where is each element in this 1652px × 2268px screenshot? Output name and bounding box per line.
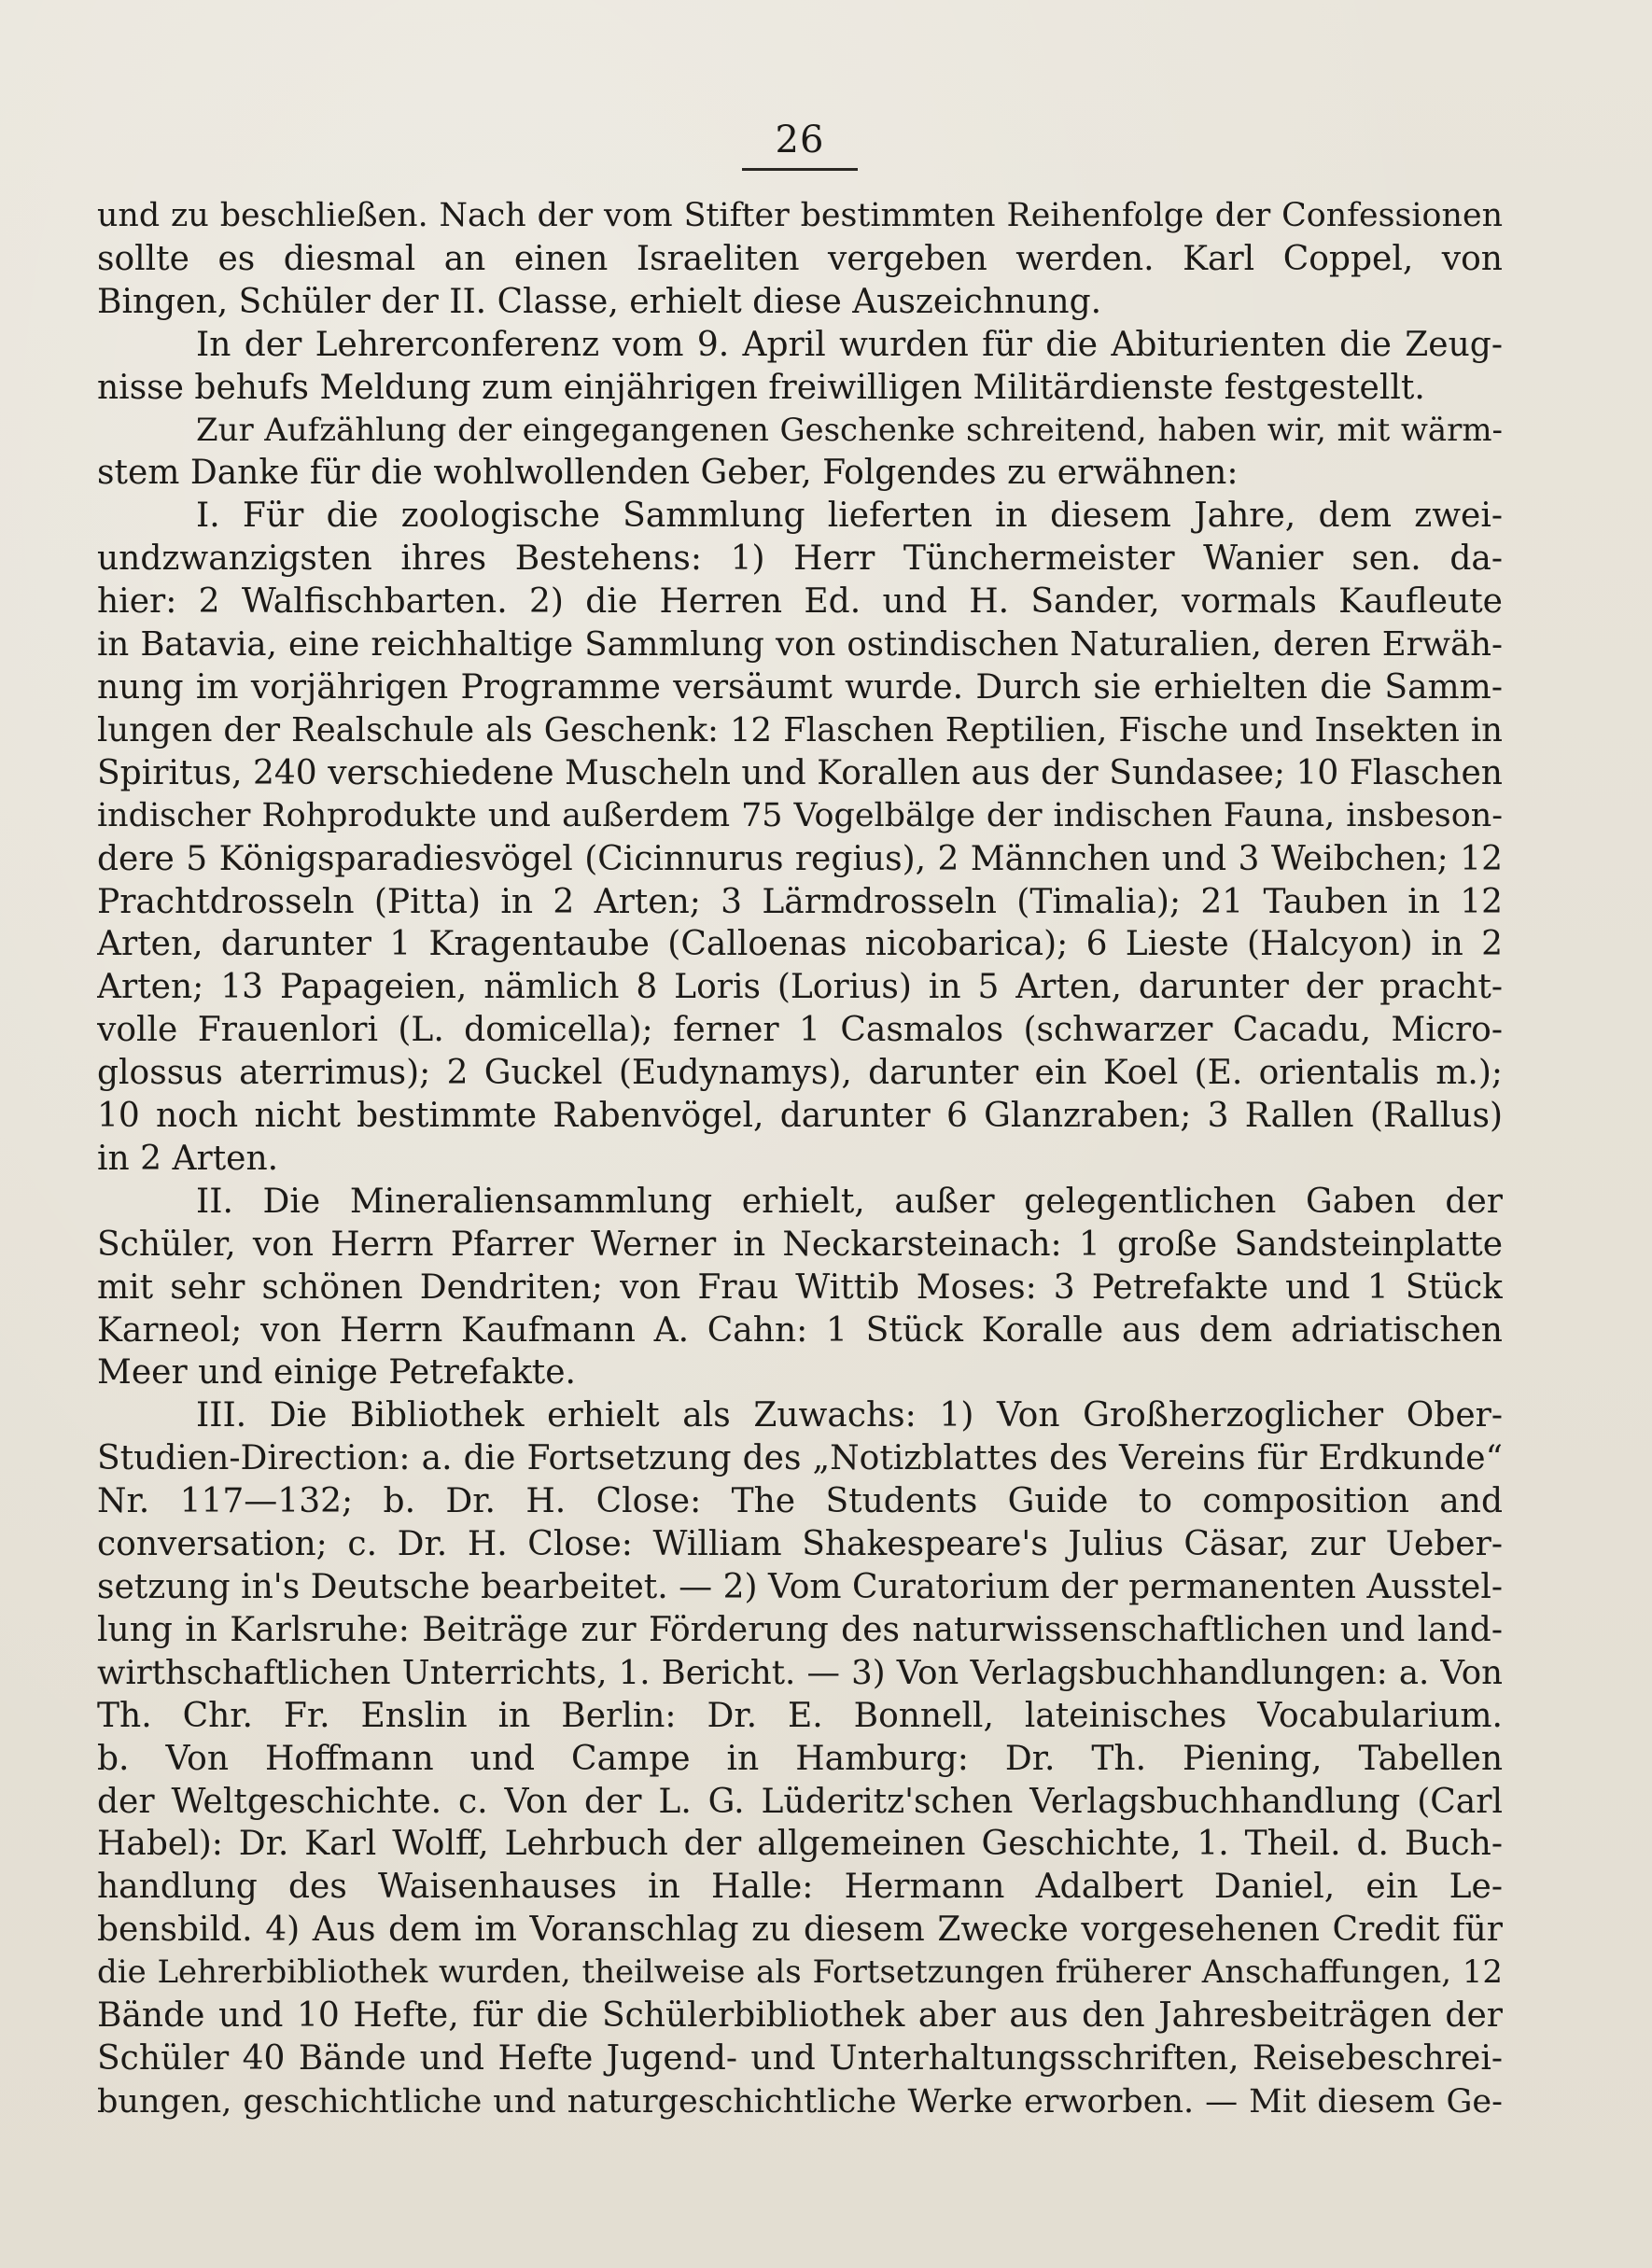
text-line: I. Für die zoologische Sammlung lieferten in diesem Jahre, dem zwei- xyxy=(196,497,1503,536)
text-line: Arten; 13 Papageien, nämlich 8 Loris (Lorius) in 5 Arten, darunter der pracht- xyxy=(97,968,1503,1007)
text-line: lung in Karlsruhe: Beiträge zur Förderung des naturwissenschaftlichen und land- xyxy=(97,1610,1503,1649)
text-line: II. Die Mineraliensammlung erhielt, außer gelegentlichen Gaben der xyxy=(196,1182,1503,1221)
text-line: nung im vorjährigen Programme versäumt wurde. Durch sie erhielten die Samm- xyxy=(97,667,1503,707)
header-rule xyxy=(742,168,858,171)
body-text xyxy=(97,195,1503,2123)
text-line: conversation; c. Dr. H. Close: William Shakespeare's Julius Cäsar, zur Ueber- xyxy=(97,1525,1503,1564)
text-line: volle Frauenlori (L. domicella); ferner 1 Casmalos (schwarzer Cacadu, Micro- xyxy=(97,1011,1503,1050)
text-line: mit sehr schönen Dendriten; von Frau Wittib Moses: 3 Petrefakte und 1 Stück xyxy=(97,1267,1503,1307)
text-line: Spiritus, 240 verschiedene Muscheln und Korallen aus der Sundasee; 10 Flaschen xyxy=(97,753,1503,792)
text-line: sollte es diesmal an einen Israeliten vergeben werden. Karl Coppel, von xyxy=(97,239,1503,278)
text-line: In der Lehrerconferenz vom 9. April wurden für die Abiturienten die Zeug- xyxy=(196,325,1503,364)
text-line: lungen der Realschule als Geschenk: 12 Flaschen Reptilien, Fische und Insekten in xyxy=(97,710,1503,749)
text-line: Schüler, von Herrn Pfarrer Werner in Neckarsteinach: 1 große Sandsteinplatte xyxy=(97,1225,1503,1264)
text-line: b. Von Hoffmann und Campe in Hamburg: Dr. Th. Piening, Tabellen xyxy=(97,1739,1503,1778)
text-line: Karneol; von Herrn Kaufmann A. Cahn: 1 Stück Koralle aus dem adriatischen xyxy=(97,1310,1503,1350)
text-line: Bände und 10 Hefte, für die Schülerbibliothek aber aus den Jahresbeiträgen der xyxy=(97,1996,1503,2036)
text-line: Studien-Direction: a. die Fortsetzung des „Notizblattes des Vereins für Erdkunde“ xyxy=(97,1439,1503,1478)
text-line: Arten, darunter 1 Kragentaube (Calloenas nicobarica); 6 Lieste (Halcyon) in 2 xyxy=(97,925,1503,964)
text-line: indischer Rohprodukte und außerdem 75 Vogelbälge der indischen Fauna, insbeson- xyxy=(97,796,1503,834)
text-line: Meer und einige Petrefakte. xyxy=(97,1353,576,1393)
text-line: die Lehrerbibliothek wurden, theilweise als Fortsetzungen früherer Anschaffungen, 12 xyxy=(97,1953,1503,1992)
text-line: setzung in's Deutsche bearbeitet. — 2) Vom Curatorium der permanenten Ausstel- xyxy=(97,1568,1503,1606)
text-line: und zu beschließen. Nach der vom Stifter bestimmten Reihenfolge der Confessionen xyxy=(97,197,1503,234)
text-line: Schüler 40 Bände und Hefte Jugend- und Unterhaltungsschriften, Reisebeschrei- xyxy=(97,2038,1503,2078)
page-number: 26 xyxy=(775,119,825,161)
text-line: Habel): Dr. Karl Wolff, Lehrbuch der allgemeinen Geschichte, 1. Theil. d. Buch- xyxy=(97,1825,1503,1864)
text-line: handlung des Waisenhauses in Halle: Hermann Adalbert Daniel, ein Le- xyxy=(97,1868,1503,1907)
text-line: Nr. 117—132; b. Dr. H. Close: The Students Guide to composition and xyxy=(97,1482,1503,1521)
text-line: Zur Aufzählung der eingegangenen Geschenke schreitend, haben wir, mit wärm- xyxy=(196,411,1503,449)
text-line: nisse behufs Meldung zum einjährigen freiwilligen Militärdienste festgestellt. xyxy=(97,368,1425,407)
text-line: III. Die Bibliothek erhielt als Zuwachs: 1) Von Großherzoglicher Ober- xyxy=(196,1396,1503,1435)
text-line: Th. Chr. Fr. Enslin in Berlin: Dr. E. Bonnell, lateinisches Vocabularium. xyxy=(97,1696,1503,1735)
text-line: Prachtdrosseln (Pitta) in 2 Arten; 3 Lärmdrosseln (Timalia); 21 Tauben in 12 xyxy=(97,882,1503,921)
text-line: undzwanzigsten ihres Bestehens: 1) Herr Tünchermeister Wanier sen. da- xyxy=(97,539,1503,579)
text-line: in Batavia, eine reichhaltige Sammlung von ostindischen Naturalien, deren Erwäh- xyxy=(97,625,1503,665)
text-line: glossus aterrimus); 2 Guckel (Eudynamys), darunter ein Koel (E. orientalis m.); xyxy=(97,1054,1503,1093)
text-line: Bingen, Schüler der II. Classe, erhielt diese Auszeichnung. xyxy=(97,282,1102,321)
text-line: in 2 Arten. xyxy=(97,1139,279,1178)
text-line: bungen, geschichtliche und naturgeschichtliche Werke erworben. — Mit diesem Ge- xyxy=(97,2081,1503,2121)
text-line: stem Danke für die wohlwollenden Geber, Folgendes zu erwähnen: xyxy=(97,454,1239,493)
text-line: hier: 2 Walfischbarten. 2) die Herren Ed. und H. Sander, vormals Kaufleute xyxy=(97,582,1503,622)
text-line: dere 5 Königsparadiesvögel (Cicinnurus regius), 2 Männchen und 3 Weibchen; 12 xyxy=(97,839,1503,878)
text-line: wirthschaftlichen Unterrichts, 1. Bericht. — 3) Von Verlagsbuchhandlungen: a. Von xyxy=(97,1653,1503,1692)
text-line: der Weltgeschichte. c. Von der L. G. Lüderitz'schen Verlagsbuchhandlung (Carl xyxy=(97,1782,1503,1821)
text-line: 10 noch nicht bestimmte Rabenvögel, darunter 6 Glanzraben; 3 Rallen (Rallus) xyxy=(97,1097,1503,1136)
text-line: bensbild. 4) Aus dem im Voranschlag zu diesem Zwecke vorgesehenen Credit für xyxy=(97,1911,1503,1950)
